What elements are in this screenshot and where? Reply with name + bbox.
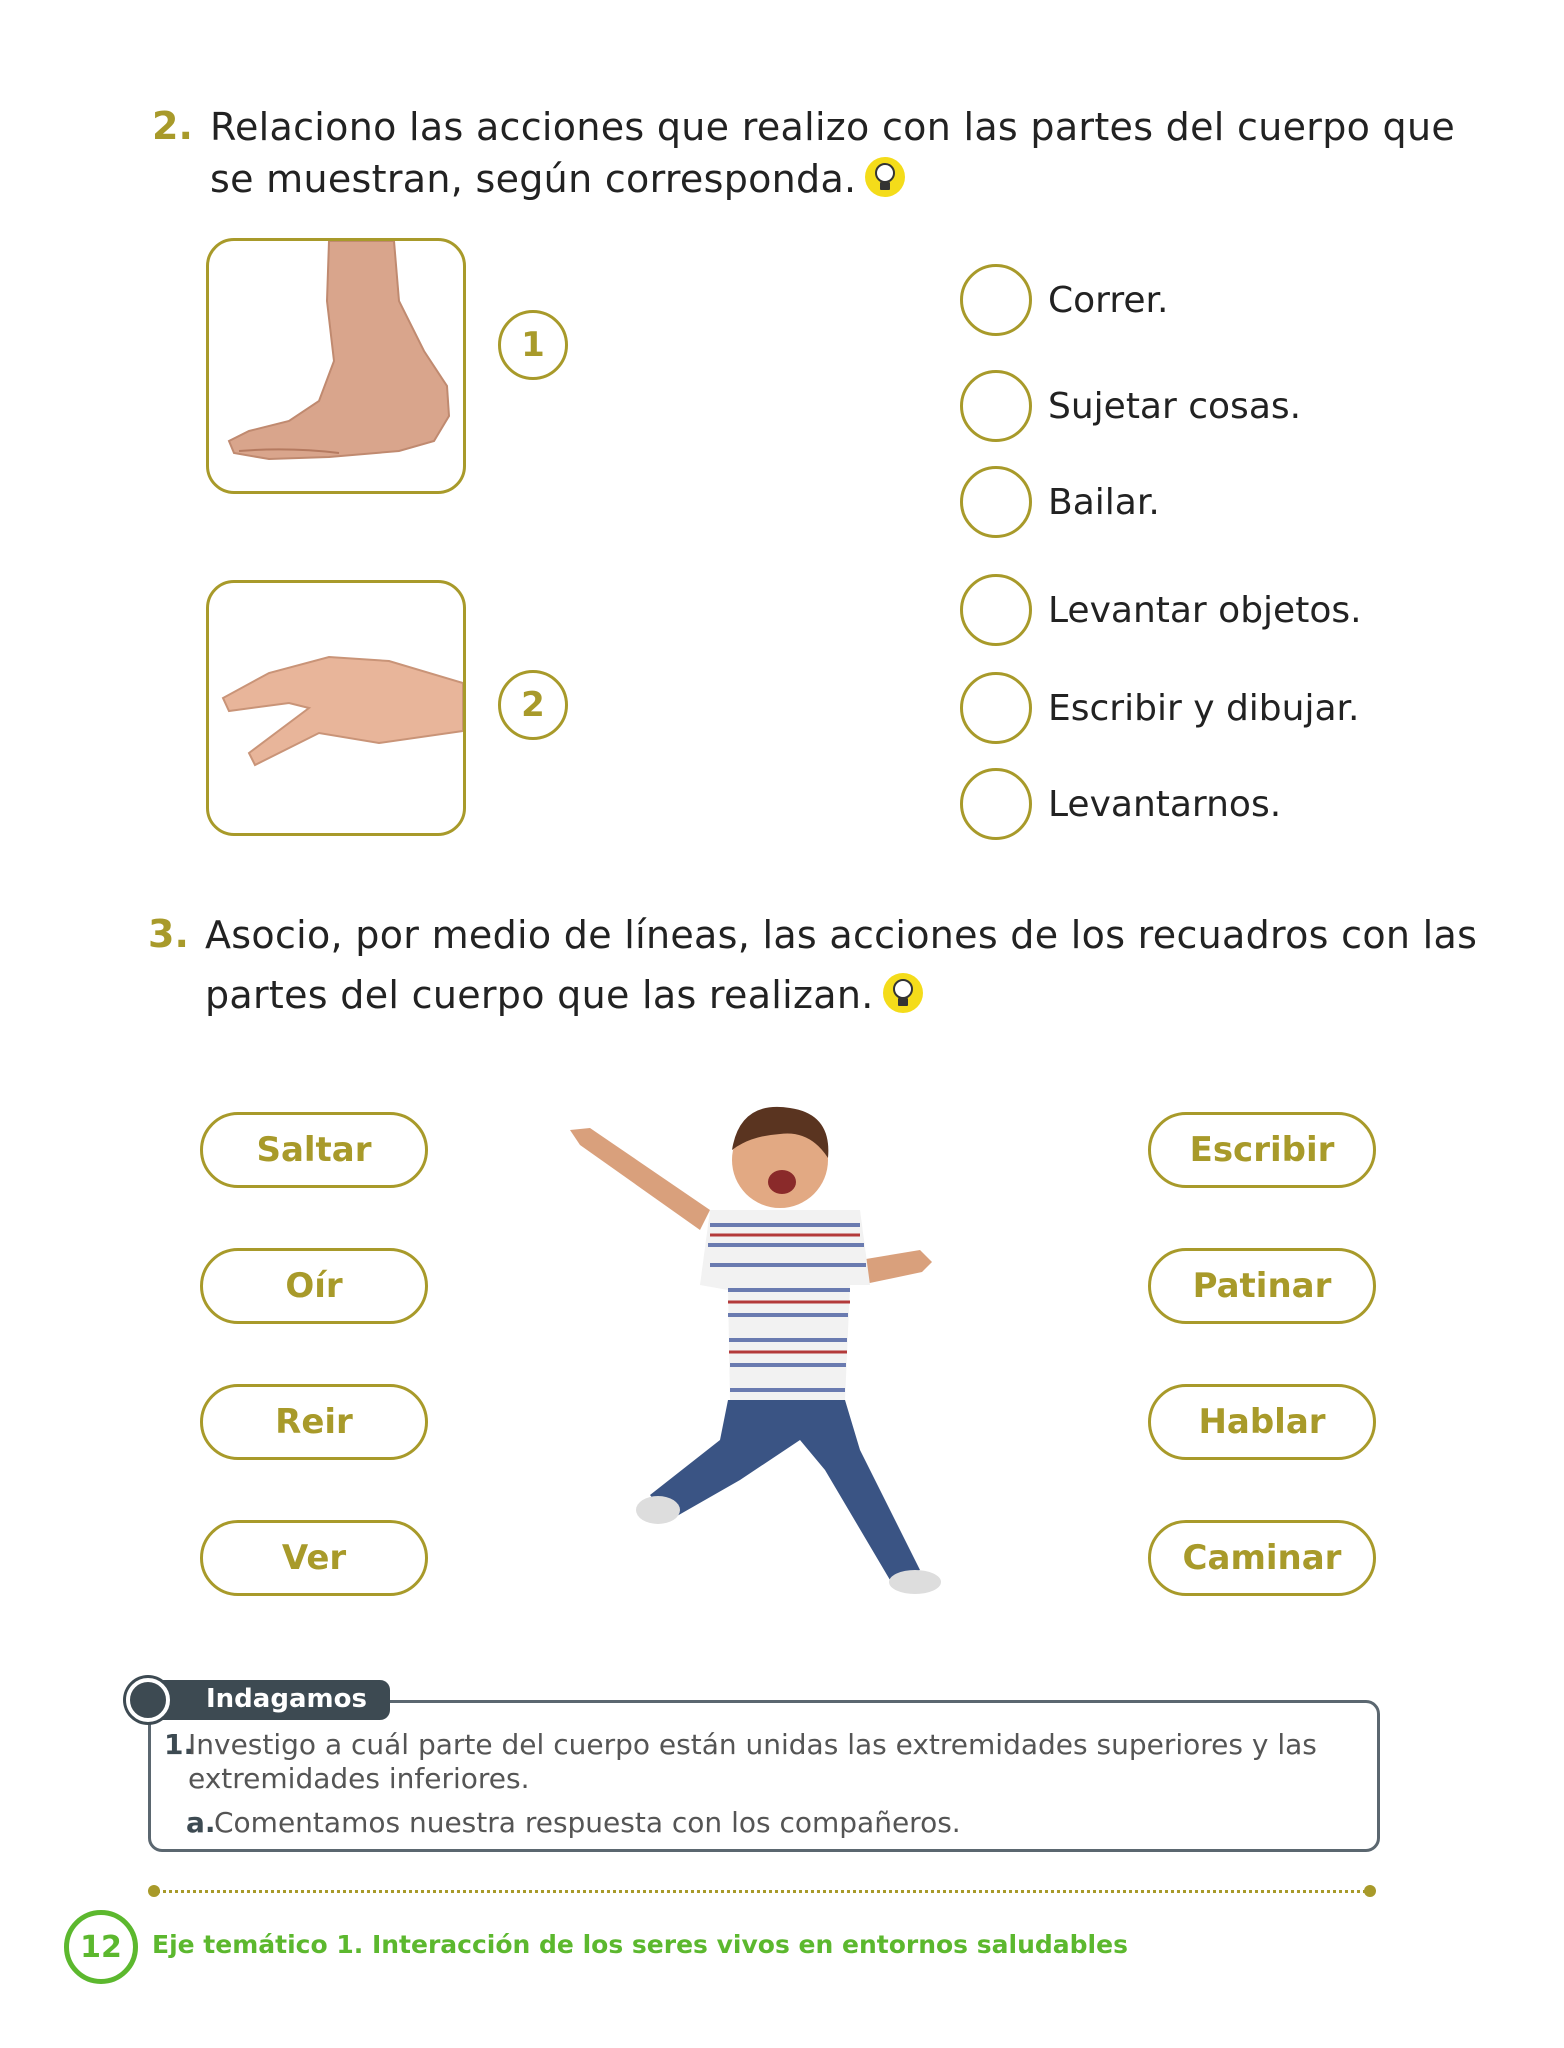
option-row-4 [960, 574, 1362, 646]
image-number-2: 2 [498, 670, 568, 740]
action-escribir[interactable]: Escribir [1148, 1112, 1376, 1188]
option-row-6 [960, 768, 1281, 840]
indagamos-item-line2: extremidades inferiores. [188, 1762, 530, 1795]
exercise-2-number: 2. [152, 104, 193, 148]
answer-circle[interactable] [960, 466, 1032, 538]
divider-dot [1364, 1885, 1376, 1897]
action-caminar[interactable]: Caminar [1148, 1520, 1376, 1596]
indagamos-dot-icon [126, 1678, 170, 1722]
answer-circle[interactable] [960, 370, 1032, 442]
exercise-2-line1: Relaciono las acciones que realizo con las partes del cuerpo que [210, 105, 1456, 149]
exercise-3-line2: partes del cuerpo que las realizan. [205, 973, 874, 1017]
indagamos-item-line1: Investigo a cuál parte del cuerpo están unidas las extremidades superiores y las [188, 1728, 1317, 1761]
answer-circle[interactable] [960, 672, 1032, 744]
option-row-1 [960, 264, 1168, 336]
option-label: Levantarnos. [1048, 783, 1282, 825]
footer-divider [152, 1890, 1372, 1893]
footer-text: Eje temático 1. Interacción de los seres vivos en entornos saludables [152, 1930, 1128, 1959]
option-label: Sujetar cosas. [1048, 385, 1302, 427]
action-hablar[interactable]: Hablar [1148, 1384, 1376, 1460]
indagamos-item-number: 1. [164, 1728, 195, 1761]
divider-dot [148, 1885, 160, 1897]
action-saltar[interactable]: Saltar [200, 1112, 428, 1188]
option-row-3 [960, 466, 1160, 538]
hand-image-frame [206, 580, 466, 836]
answer-circle[interactable] [960, 264, 1032, 336]
foot-image-frame [206, 238, 466, 494]
action-patinar[interactable]: Patinar [1148, 1248, 1376, 1324]
answer-circle[interactable] [960, 768, 1032, 840]
option-label: Escribir y dibujar. [1048, 687, 1360, 729]
jumping-boy-photo [560, 1100, 980, 1620]
option-label: Bailar. [1048, 481, 1160, 523]
option-label: Levantar objetos. [1048, 589, 1362, 631]
foot-photo [209, 241, 463, 491]
exercise-3-line2-wrap [205, 968, 924, 1022]
indagamos-sub-letter: a. [186, 1806, 216, 1839]
indagamos-title: Indagamos [206, 1684, 367, 1714]
lightbulb-icon [882, 972, 924, 1014]
indagamos-sub-text: Comentamos nuestra respuesta con los compañeros. [214, 1806, 961, 1839]
page-number: 12 [64, 1910, 138, 1984]
image-number-1: 1 [498, 310, 568, 380]
hand-photo [209, 583, 463, 833]
exercise-3-line1: Asocio, por medio de líneas, las acciones de los recuadros con las [205, 913, 1478, 957]
exercise-2-line2-wrap [210, 152, 906, 206]
lightbulb-icon [864, 156, 906, 198]
exercise-2-line2: se muestran, según corresponda. [210, 157, 857, 201]
action-oir[interactable]: Oír [200, 1248, 428, 1324]
exercise-3-number: 3. [148, 912, 189, 956]
answer-circle[interactable] [960, 574, 1032, 646]
action-reir[interactable]: Reir [200, 1384, 428, 1460]
option-row-2 [960, 370, 1301, 442]
option-row-5 [960, 672, 1359, 744]
action-ver[interactable]: Ver [200, 1520, 428, 1596]
option-label: Correr. [1048, 279, 1169, 321]
